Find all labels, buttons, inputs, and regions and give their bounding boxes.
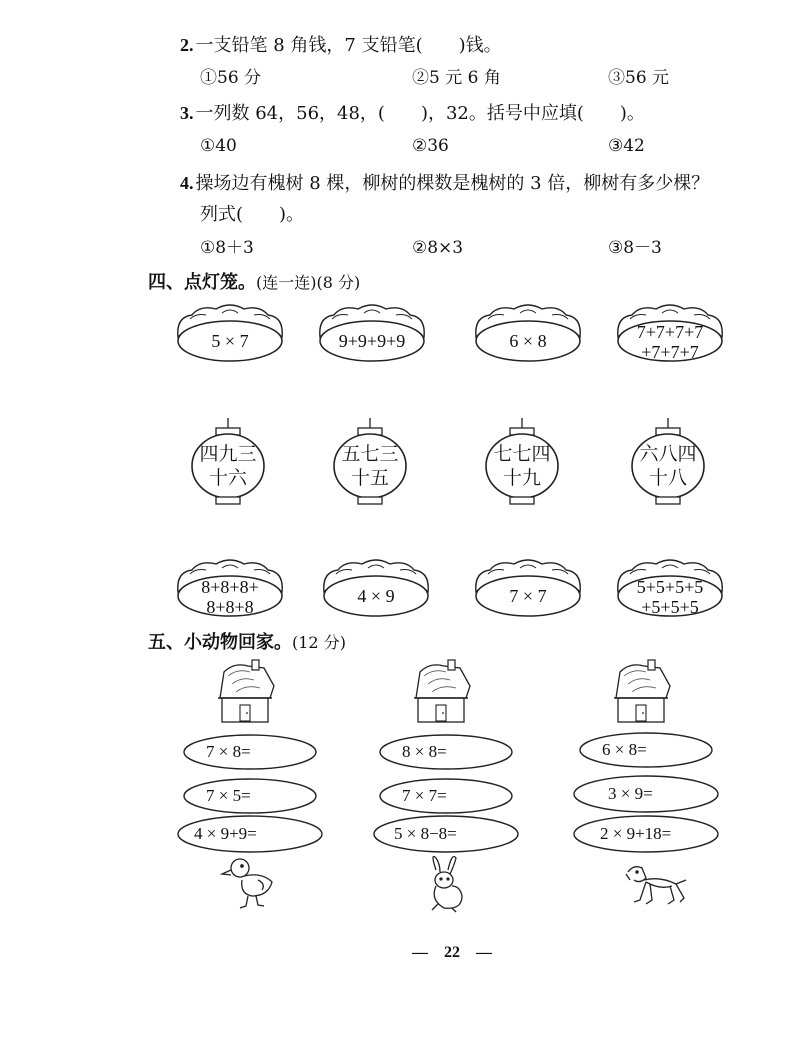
question-number: 2. — [180, 35, 194, 55]
lantern-line: 十九 — [502, 467, 541, 489]
page-dash-right: — — [476, 944, 492, 961]
equation-3-2[interactable]: 3 × 9= — [608, 784, 653, 803]
equation-3-3[interactable]: 2 × 9+18= — [600, 824, 672, 843]
q2-option-2: ②5 元 6 角 — [412, 68, 501, 88]
cap-line: 8+8+8+ — [201, 577, 259, 597]
section-title: 五、小动物回家。 — [148, 632, 292, 653]
q3-option-1: ①40 — [200, 136, 237, 156]
top-cap-1-label: 5 × 7 — [211, 331, 249, 351]
lantern-4-label — [634, 440, 702, 492]
q3-option-2: ②36 — [412, 136, 449, 156]
question-number: 4. — [180, 173, 194, 193]
lantern-line: 十八 — [648, 467, 687, 489]
cap-line: 7+7+7+7 — [636, 322, 704, 342]
equation-2-2[interactable]: 7 × 7= — [402, 786, 447, 805]
question-text: 操场边有槐树 8 棵，柳树的棵数是槐树的 3 倍，柳树有多少棵？ — [195, 173, 710, 194]
dog-icon[interactable] — [626, 867, 686, 904]
page-number — [412, 944, 492, 962]
section-subtitle: (12 分) — [292, 633, 346, 652]
cap-line: 5+5+5+5 — [636, 577, 704, 597]
equation-2-3[interactable]: 5 × 8−8= — [394, 824, 457, 843]
section-subtitle: (连一连)(8 分) — [256, 273, 361, 292]
page-dash-left: — — [412, 944, 428, 961]
bottom-cap-4-label — [620, 572, 720, 622]
equation-1-1[interactable]: 7 × 8= — [206, 742, 251, 761]
question-number: 3. — [180, 103, 194, 123]
lantern-line: 七七四 — [493, 443, 551, 465]
lantern-1-label — [194, 440, 262, 492]
section-title: 四、点灯笼。 — [148, 272, 256, 293]
lantern-line: 六八四 — [639, 443, 697, 465]
equation-2-1[interactable]: 8 × 8= — [402, 742, 447, 761]
page-number-value: 22 — [444, 944, 460, 961]
section-5-title — [148, 630, 346, 656]
house-icon-2 — [414, 660, 470, 722]
lantern-3-label — [488, 440, 556, 492]
lantern-line: 四九三 — [199, 443, 257, 465]
cap-line: +7+7+7 — [641, 342, 699, 362]
q2-option-1: ①56 分 — [200, 68, 262, 88]
rabbit-icon[interactable] — [432, 857, 462, 913]
bottom-cap-3-label: 7 × 7 — [509, 586, 547, 606]
cap-line: 8+8+8 — [206, 597, 254, 617]
question-4-line2: 列式( )。 — [200, 204, 305, 225]
equation-3-1[interactable]: 6 × 8= — [602, 740, 647, 759]
house-icon-3 — [614, 660, 670, 722]
question-text: 一列数 64，56，48，( )，32。括号中应填( )。 — [195, 103, 645, 124]
top-cap-4-label — [620, 316, 720, 368]
duck-icon[interactable] — [222, 859, 272, 908]
q3-option-3: ③42 — [608, 136, 645, 156]
lantern-2-label — [336, 440, 404, 492]
equation-1-2[interactable]: 7 × 5= — [206, 786, 251, 805]
question-text: 一支铅笔 8 角钱，7 支铅笔( )钱。 — [195, 35, 502, 56]
cap-line: +5+5+5 — [641, 597, 699, 617]
house-icon-1 — [218, 660, 274, 722]
lantern-line: 十六 — [208, 467, 247, 489]
q4-option-1: ①8＋3 — [200, 238, 254, 258]
lantern-line: 五七三 — [341, 443, 399, 465]
equation-1-3[interactable]: 4 × 9+9= — [194, 824, 257, 843]
q4-option-3: ③8－3 — [608, 238, 662, 258]
q2-option-3: ③56 元 — [608, 68, 670, 88]
lantern-line: 十五 — [350, 467, 389, 489]
bottom-cap-2-label: 4 × 9 — [357, 586, 395, 606]
q4-option-2: ②8×3 — [412, 238, 464, 258]
top-cap-2-label: 9+9+9+9 — [338, 331, 406, 351]
top-cap-3-label: 6 × 8 — [509, 331, 547, 351]
bottom-cap-1-label — [182, 572, 278, 622]
